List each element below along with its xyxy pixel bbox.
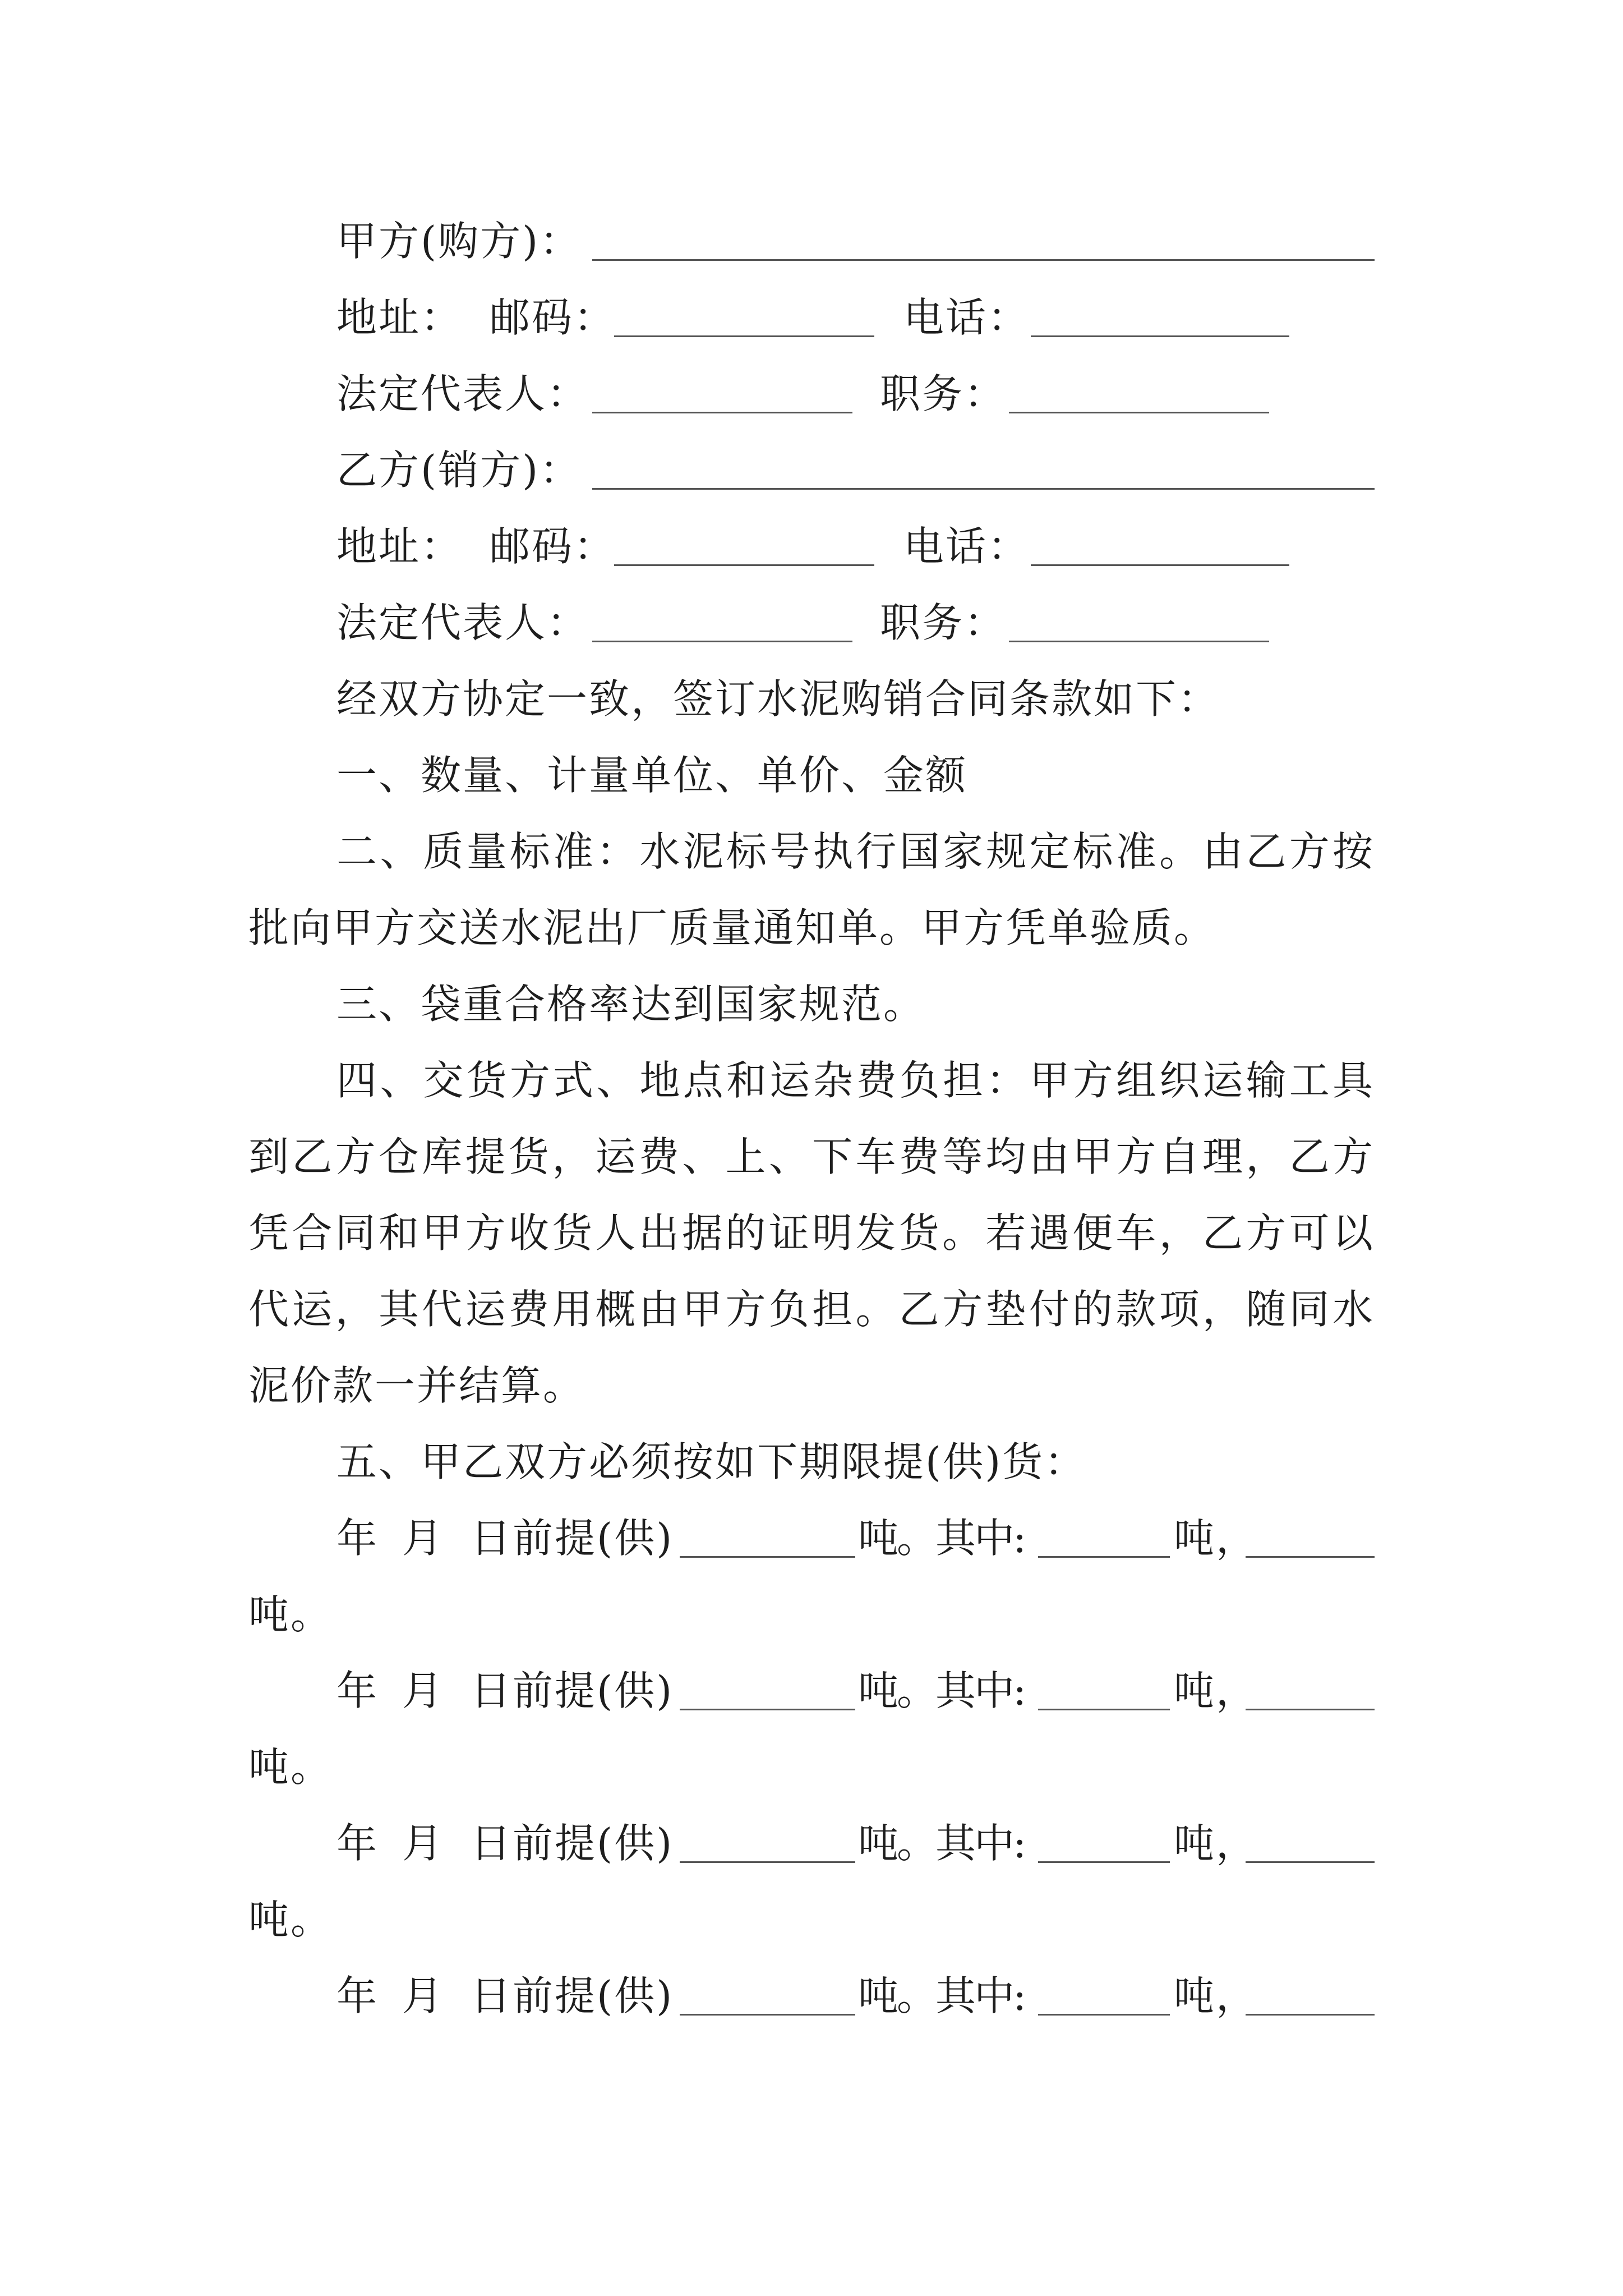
delivery-part2-blank (1246, 1861, 1375, 1863)
seller-party-row (248, 432, 1375, 508)
seller-party-label: 乙方(销方)： (336, 447, 582, 494)
contract-body (248, 203, 1375, 2034)
delivery-year-label: 年 (336, 1820, 379, 1867)
delivery-month-label: 月 (402, 1820, 445, 1867)
delivery-day-label: 日前提(供) (471, 1667, 674, 1714)
delivery-part1-blank (1038, 2014, 1170, 2016)
clause-1-line-1: 一、数量、计量单位、单价、金额 (336, 752, 968, 799)
delivery-total-blank (680, 1709, 855, 1710)
delivery-month-label: 月 (402, 1667, 445, 1714)
seller-representative-row (248, 585, 1375, 661)
delivery-total-unit: 吨。其中: (858, 1515, 1025, 1562)
buyer-party-label: 甲方(购方)： (336, 218, 582, 265)
buyer-position-blank (1009, 412, 1269, 413)
delivery-row (248, 1500, 1375, 1576)
delivery-row (248, 1958, 1375, 2034)
delivery-part1-unit: 吨， (1174, 1667, 1258, 1714)
delivery-part1-blank (1038, 1861, 1170, 1863)
seller-postcode-blank (614, 564, 874, 566)
delivery-day-label: 日前提(供) (471, 1820, 674, 1867)
buyer-representative-label: 法定代表人： (336, 370, 589, 417)
buyer-party-blank (592, 259, 1375, 261)
delivery-day-label: 日前提(供) (471, 1515, 674, 1562)
seller-postcode-label: 邮码： (490, 523, 616, 570)
seller-representative-label: 法定代表人： (336, 599, 589, 646)
delivery-row (248, 1653, 1375, 1729)
delivery-month-label: 月 (402, 1515, 445, 1562)
delivery-part2-blank (1246, 1556, 1375, 1558)
delivery-part2-blank (1246, 1709, 1375, 1710)
seller-address-label: 地址： (336, 523, 463, 570)
seller-position-blank (1009, 641, 1269, 642)
clause-3-line-1: 三、袋重合格率达到国家规范。 (336, 981, 926, 1028)
clause-4-line-5: 泥价款一并结算。 (248, 1362, 585, 1409)
buyer-phone-label: 电话： (903, 294, 1030, 341)
buyer-party-row (248, 203, 1375, 279)
contract-intro: 经双方协定一致，签订水泥购销合同条款如下： (336, 675, 1220, 723)
clause-2-line-1: 二、质量标准：水泥标号执行国家规定标准。由乙方按 (336, 828, 1375, 875)
delivery-year-label: 年 (336, 1972, 379, 2019)
buyer-phone-blank (1031, 335, 1289, 337)
delivery-day-label: 日前提(供) (471, 1972, 674, 2019)
delivery-part1-unit: 吨， (1174, 1820, 1258, 1867)
seller-phone-blank (1031, 564, 1289, 566)
buyer-position-label: 职务： (880, 370, 1007, 417)
buyer-postcode-blank (614, 335, 874, 337)
delivery-total-blank (680, 2014, 855, 2016)
delivery-part2-unit: 吨。 (248, 1591, 333, 1638)
delivery-part2-unit: 吨。 (248, 1743, 333, 1791)
delivery-month-label: 月 (402, 1972, 445, 2019)
delivery-total-unit: 吨。其中: (858, 1972, 1025, 2019)
delivery-year-label: 年 (336, 1667, 379, 1714)
delivery-row (248, 1805, 1375, 1881)
clause-4-line-2: 到乙方仓库提货，运费、上、下车费等均由甲方自理，乙方 (248, 1133, 1375, 1180)
seller-phone-label: 电话： (903, 523, 1030, 570)
clause-2-line-2: 批向甲方交送水泥出厂质量通知单。甲方凭单验质。 (248, 904, 1216, 951)
delivery-total-unit: 吨。其中: (858, 1820, 1025, 1867)
delivery-part2-unit: 吨。 (248, 1896, 333, 1943)
buyer-postcode-label: 邮码： (490, 294, 616, 341)
clause-5-line-1: 五、甲乙双方必须按如下期限提(供)货： (336, 1438, 1087, 1485)
delivery-total-blank (680, 1556, 855, 1558)
delivery-year-label: 年 (336, 1515, 379, 1562)
buyer-contact-row (248, 279, 1375, 356)
seller-position-label: 职务： (880, 599, 1007, 646)
buyer-representative-row (248, 356, 1375, 432)
buyer-representative-blank (592, 412, 852, 413)
seller-party-blank (592, 488, 1375, 490)
buyer-address-label: 地址： (336, 294, 463, 341)
clause-4-line-1: 四、交货方式、地点和运杂费负担：甲方组织运输工具 (336, 1057, 1375, 1104)
delivery-total-unit: 吨。其中: (858, 1667, 1025, 1714)
clause-4-line-3: 凭合同和甲方收货人出据的证明发货。若遇便车，乙方可以 (248, 1209, 1375, 1257)
delivery-part1-unit: 吨， (1174, 1515, 1258, 1562)
delivery-total-blank (680, 1861, 855, 1863)
delivery-part1-blank (1038, 1556, 1170, 1558)
delivery-part2-blank (1246, 2014, 1375, 2016)
delivery-part1-blank (1038, 1709, 1170, 1710)
seller-representative-blank (592, 641, 852, 642)
delivery-part1-unit: 吨， (1174, 1972, 1258, 2019)
clause-4-line-4: 代运，其代运费用概由甲方负担。乙方垫付的款项，随同水 (248, 1286, 1375, 1333)
seller-contact-row (248, 508, 1375, 585)
